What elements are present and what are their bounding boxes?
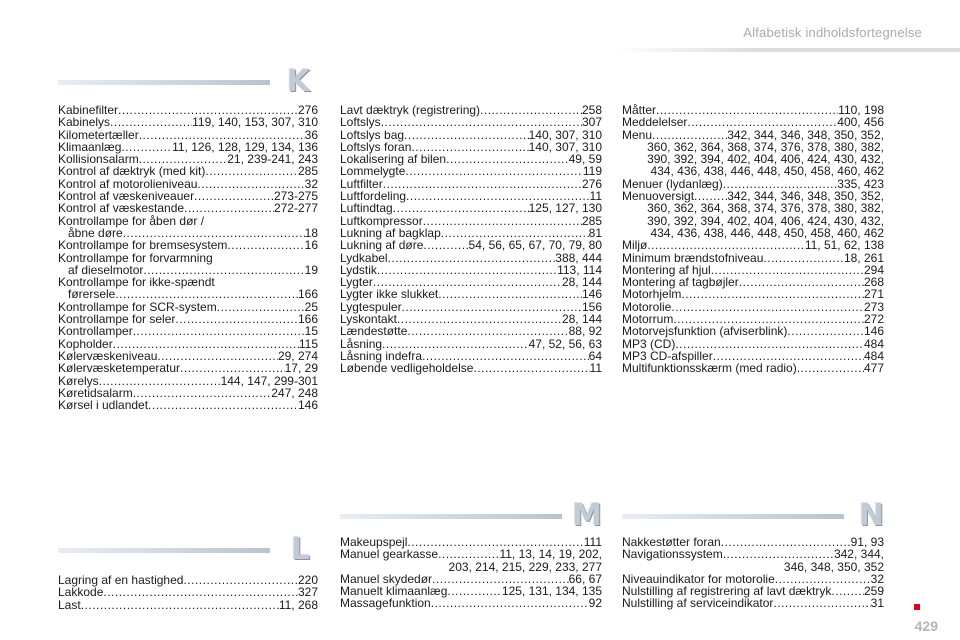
index-entry-term: Makeupspejl [340,535,408,549]
leader-dots [383,178,582,190]
index-entry-pages: 110, 198 [838,103,884,117]
index-subentry [58,288,318,300]
leader-dots [180,362,285,374]
index-entry-term: Kontrol af motorolieniveau [58,176,198,191]
index-entry-pages: 285 [581,213,602,228]
index-entry [58,375,318,387]
index-entry [58,325,318,337]
section-m-letter: M [572,498,602,533]
leader-dots [407,325,568,337]
index-entry-term: Kabinelys [58,115,111,130]
index-column-k-1 [58,104,318,411]
index-entry-pages: 146 [581,287,602,302]
index-entry-term: Kontrol af væskestande [58,201,185,216]
index-entry-pages: 335, 423 [837,176,884,191]
index-entry-pages: 16 [304,238,318,253]
index-entry-pages: 15 [304,324,318,339]
index-entry-pages: 484 [863,348,884,363]
index-entry [58,202,318,214]
index-entry-pages: 119, 140, 153, 307, 310 [192,115,318,130]
index-entry-continuation: 390, 392, 394, 402, 404, 406, 424, 430, 432, [647,152,884,167]
index-entry-term: Kontrollampe for SCR-system [58,299,217,314]
index-entry-pages: 28, 144 [561,275,602,290]
index-entry-term: Niveauindikator for motorolie [622,571,775,586]
index-entry-term: Kopholder [58,336,113,351]
leader-dots [763,252,844,264]
index-entry-term: Luftfilter [340,176,383,191]
section-l-bar [58,548,270,553]
section-n-bar [622,514,844,519]
index-entry-pages: 484 [863,336,884,351]
index-entry-pages: 268 [863,275,884,290]
leader-dots [381,116,582,128]
leader-dots [681,288,864,300]
leader-dots [81,599,279,611]
index-entry-term: Kørelys [58,373,99,388]
index-entry-continuation: 203, 214, 215, 229, 233, 277 [448,559,602,574]
index-entry-pages: 115 [298,336,318,351]
index-entry-term: Låsning [340,336,383,351]
index-subentry-term: førersele [68,287,116,302]
leader-dots [438,288,582,300]
index-entry-term: Menuoversigt [622,189,695,204]
section-k-letter: K [286,64,310,99]
index-entry-pages: 49, 59 [568,152,602,167]
leader-dots [99,375,221,387]
index-entry-term: Loftslys bag [340,127,405,142]
index-entry [340,202,602,214]
index-entry-pages: 54, 56, 65, 67, 70, 79, 80 [468,238,602,253]
leader-dots [217,301,305,313]
index-entry-term: Navigationssystem [622,547,723,562]
index-entry-term: Luftindtag [340,201,393,216]
leader-dots [473,362,589,374]
index-entry-pages: 258 [581,103,602,117]
leader-dots [115,288,298,300]
index-entry-pages: 156 [581,299,602,314]
index-entry-term: Lygtespuler [340,299,402,314]
index-entry-continuation: 434, 436, 438, 446, 448, 450, 458, 460, 462 [650,225,884,240]
leader-dots [175,313,298,325]
index-entry-pages: 11, 51, 62, 138 [804,238,884,253]
index-entry-pages: 91, 93 [850,535,884,549]
index-entry [58,116,318,128]
leader-dots [377,264,557,276]
index-entry-pages: 144, 147, 299-301 [220,373,318,388]
index-entry-term: Motorhjelm [622,287,682,302]
index-entry-term: Kontrollampe for åben dør / [58,213,205,228]
index-entry-term: Nulstilling af serviceindikator [622,596,774,611]
index-entry [622,325,884,337]
index-entry-pages: 66, 67 [568,571,602,586]
index-entry [340,548,602,560]
leader-dots [423,215,582,227]
index-entry-term: Nulstilling af registrering af lavt dæktryk [622,584,832,599]
index-entry-term: Lyskontakt [340,312,397,327]
index-entry-pages: 111 [583,535,602,549]
index-entry-term: Lavt dæktryk (registrering) [340,103,481,117]
index-entry-term: Lygter [340,275,373,290]
leader-dots [423,239,468,251]
index-entry-pages: 247, 248 [271,385,318,400]
leader-dots [227,239,304,251]
index-entry [58,362,318,374]
leader-dots [694,190,727,202]
leader-dots [831,585,864,597]
index-entry [340,288,602,300]
index-subentry-pages: 18 [304,225,318,240]
index-entry-pages: 271 [863,287,884,302]
index-entry-continuation: 434, 436, 438, 446, 448, 450, 458, 460, 462 [650,164,884,179]
index-entry-term: Kollisionsalarm [58,152,139,167]
index-entry-term: Kølervæsketemperatur [58,361,181,376]
index-entry-term: Montering af hjul [622,262,711,277]
index-entry [58,399,318,411]
index-entry-pages: 11 [589,189,602,204]
leader-dots [739,276,864,288]
leader-dots [397,313,562,325]
section-m-bar [340,514,562,519]
index-entry-term: Multifunktionsskærm (med radio) [622,361,797,376]
index-entry-pages: 220 [297,573,318,587]
index-entry-term: Kontrol af væskeniveauer [58,189,195,204]
index-entry-term: Loftslys foran [340,139,412,154]
index-entry-pages: 28, 144 [561,312,602,327]
index-entry-term: Last [58,597,81,612]
section-n-letter: N [858,498,884,533]
index-entry-term: Motorvejsfunktion (afviserblink) [622,324,788,339]
index-entry [340,252,602,264]
index-column-n [622,536,884,610]
index-entry-term: Låsning indefra [340,348,423,363]
index-entry-term: Kørsel i udlandet [58,398,149,413]
index-entry-pages: 81 [588,225,602,240]
index-entry-term: Måtter [622,103,657,117]
leader-dots [723,548,834,560]
index-entry-pages: 400, 456 [837,115,884,130]
index-entry-term: Loftslys [340,115,381,130]
index-entry [340,597,602,609]
index-entry-term: Lydkabel [340,250,388,265]
index-entry-term: Klimaanlæg [58,139,122,154]
leader-dots [438,548,499,560]
index-entry [622,239,884,251]
index-entry-pages: 273 [863,299,884,314]
index-entry-pages: 47, 52, 56, 63 [528,336,602,351]
leader-dots [652,129,727,141]
index-entry-term: Lygter ikke slukket [340,287,439,302]
index-entry-term: Kontrollamper [58,324,133,339]
index-entry [340,362,602,374]
index-entry-pages: 125, 131, 134, 135 [501,584,602,599]
index-entry-term: Køretidsalarm [58,385,133,400]
index-column-k-3 [622,104,884,375]
leader-dots [184,202,274,214]
leader-dots [205,165,298,177]
section-l-heading [58,532,310,578]
page-marker [914,604,920,610]
index-entry-continuation: 360, 362, 364, 368, 374, 376, 378, 380, 382, [647,139,884,154]
leader-dots [431,597,589,609]
leader-dots [183,574,298,586]
index-entry-pages: 307 [581,115,602,130]
leader-dots [133,387,272,399]
index-entry-pages: 259 [863,584,884,599]
index-entry-pages: 285 [297,164,318,179]
index-entry-pages: 477 [863,361,884,376]
index-column-k-2 [340,104,602,375]
index-entry-term: Kontrol af dæktryk (med kit) [58,164,206,179]
index-entry-term: Manuel gearkasse [340,547,439,562]
index-entry-pages: 388, 444 [555,250,602,265]
leader-dots [447,585,502,597]
index-entry-term: MP3 (CD) [622,336,676,351]
index-entry [340,325,602,337]
index-entry-pages: 273-275 [273,189,318,204]
index-entry-pages: 29, 274 [277,348,318,363]
index-entry-pages: 140, 307, 310 [528,139,602,154]
index-subentry-pages: 166 [297,287,318,302]
index-entry-pages: 64 [588,348,602,363]
index-entry-pages: 18, 261 [843,250,884,265]
index-entry [622,190,884,202]
index-entry [58,599,318,611]
page-number: 429 [914,618,938,634]
index-entry-pages: 113, 114 [557,262,602,277]
index-entry [58,586,318,598]
index-entry-pages: 342, 344, 346, 348, 350, 352, [727,189,884,204]
index-entry-pages: 32 [870,571,884,586]
index-entry-term: Miljø [622,238,648,253]
leader-dots [148,399,298,411]
index-entry-term: Montering af tagbøjler [622,275,739,290]
leader-dots [671,301,864,313]
leader-dots [103,586,298,598]
index-entry [622,129,884,141]
index-entry-term: Lagring af en hastighed [58,573,184,587]
leader-dots [405,165,582,177]
section-l-letter: L [290,532,310,567]
index-entry-pages: 17, 29 [284,361,318,376]
index-subentry-pages: 19 [304,262,318,277]
index-entry-term: Kilometertæller [58,127,139,142]
leader-dots [480,104,582,116]
index-entry-pages: 11, 13, 14, 19, 202, [499,547,602,562]
index-entry-pages: 146 [297,398,318,413]
index-entry-term: Lommelygte [340,164,406,179]
index-entry [58,252,318,264]
index-entry-pages: 125, 127, 130 [528,201,602,216]
index-entry-continuation: 360, 362, 364, 368, 374, 376, 378, 380, 382, [647,201,884,216]
index-entry [622,548,884,560]
index-entry-pages: 294 [863,262,884,277]
index-entry-term: Luftkompressor [340,213,423,228]
header-title: Alfabetisk indholdsfortegnelse [743,25,922,40]
leader-dots [404,129,529,141]
index-entry-pages: 11, 268 [278,597,318,612]
index-entry [622,288,884,300]
index-entry-pages: 11 [589,361,602,376]
index-entry-continuation: 346, 348, 350, 352 [783,559,884,574]
index-entry-term: Menu [622,127,653,142]
index-entry-term: Kontrollampe for seler [58,312,176,327]
index-entry [622,116,884,128]
index-entry-pages: 166 [297,312,318,327]
index-entry-pages: 21, 239-241, 243 [227,152,318,167]
index-entry-pages: 88, 92 [568,324,602,339]
leader-dots [388,252,556,264]
index-entry-term: Lændestøtte [340,324,408,339]
leader-dots [446,153,569,165]
index-entry-term: Kontrollampe for ikke-spændt [58,275,215,290]
index-entry-term: Lokalisering af bilen [340,152,447,167]
header-rule [615,48,960,52]
index-entry-pages: 36 [304,127,318,142]
index-entry-pages: 119 [582,164,602,179]
index-entry-term: Motorrum [622,312,674,327]
index-entry-term: Manuel skydedør [340,571,433,586]
leader-dots [787,325,864,337]
index-entry-pages: 276 [581,176,602,191]
index-entry-pages: 32 [304,176,318,191]
leader-dots [687,116,837,128]
index-entry [622,597,884,609]
leader-dots [133,325,305,337]
index-entry-term: Løbende vedligeholdelse [340,361,474,376]
index-entry-term: Manuelt klimaanlæg [340,584,448,599]
index-entry [340,165,602,177]
index-entry-term: MP3 CD-afspiller [622,348,713,363]
leader-dots [402,301,582,313]
index-entry [58,239,318,251]
index-entry-pages: 272 [863,312,884,327]
index-subentry-term: af dieselmotor [68,262,144,277]
index-entry-pages: 140, 307, 310 [528,127,602,142]
index-entry-term: Massagefunktion [340,596,431,611]
leader-dots [110,116,192,128]
index-entry-term: Motorolie [622,299,672,314]
index-entry-term: Kabinefilter [58,103,119,117]
index-column-l [58,574,318,611]
index-entry-term: Kontrollampe for forvarmning [58,250,213,265]
leader-dots [773,597,870,609]
index-entry-pages: 146 [863,324,884,339]
index-column-m [340,536,602,610]
index-entry-term: Kontrollampe for bremsesystem [58,238,228,253]
index-entry-term: Minimum brændstofniveau [622,250,764,265]
index-entry-pages: 11, 126, 128, 129, 134, 136 [172,139,318,154]
index-entry-term: Nakkestøtter foran [622,535,721,549]
index-entry-pages: 272-277 [273,201,318,216]
index-entry-pages: 342, 344, [833,547,884,562]
index-entry-term: Luftfordeling [340,189,407,204]
index-entry [58,165,318,177]
index-entry-term: Lakkode [58,585,104,600]
index-entry-term: Meddelelser [622,115,688,130]
leader-dots [721,536,851,548]
index-entry-term: Kølervæskeniveau [58,348,158,363]
leader-dots [797,362,864,374]
index-entry-pages: 25 [304,299,318,314]
index-entry-continuation: 390, 392, 394, 402, 404, 406, 424, 430, 432, [647,213,884,228]
leader-dots [393,202,529,214]
section-k-bar [58,80,270,85]
index-entry-pages: 342, 344, 346, 348, 350, 352, [727,127,884,142]
index-entry [340,116,602,128]
index-entry-term: Lukning af døre [340,238,424,253]
index-entry-pages: 31 [870,596,884,611]
index-entry-term: Lukning af bagklap [340,225,441,240]
index-entry-pages: 276 [297,103,318,117]
index-entry [622,362,884,374]
index-entry-term: Menuer (lydanlæg) [622,176,723,191]
index-entry-pages: 92 [588,596,602,611]
leader-dots [647,239,804,251]
index-entry-pages: 327 [297,585,318,600]
index-subentry-term: åbne døre [68,225,123,240]
index-entry [340,239,602,251]
index-entry-term: Lydstik [340,262,377,277]
index-entry [622,252,884,264]
leader-dots [194,190,274,202]
